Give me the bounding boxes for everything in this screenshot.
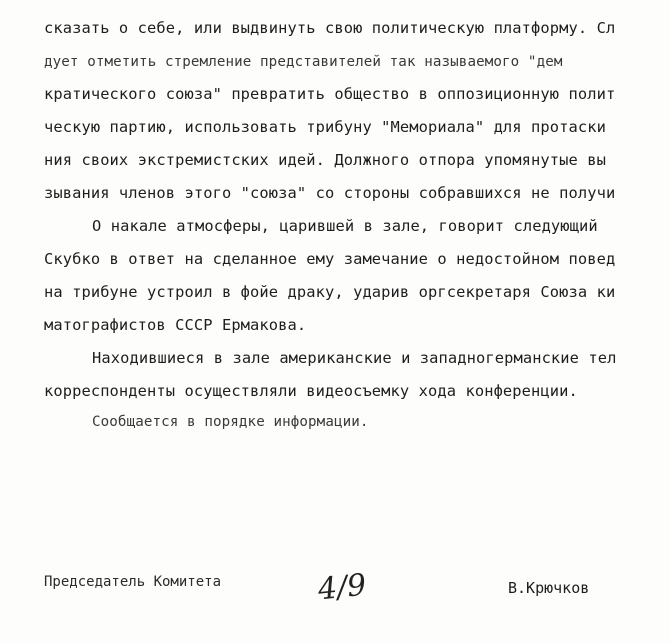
body-line-3: кратического союза" превратить общество в оппозиционную полит — [44, 85, 616, 103]
handwritten-mark: 4/9 — [316, 567, 368, 608]
signer-name: В.Крючков — [508, 579, 590, 597]
signature-title: Председатель Комитета — [44, 574, 222, 590]
body-line-2: дует отметить стремление представителей так называемого "дем — [44, 54, 563, 70]
body-line-12: корреспонденты осуществляли видеосъемку хода конференции. — [44, 382, 578, 400]
body-line-9: на трибуне устроил в фойе драку, ударив оргсекретаря Союза ки — [44, 283, 616, 301]
body-line-1: сказать о себе, или выдвинуть свою политическую платформу. Сл — [44, 19, 616, 37]
body-line-13: Сообщается в порядке информации. — [92, 414, 369, 430]
body-line-4: ческую партию, использовать трибуну "Мемориала" для протаски — [44, 118, 606, 136]
body-line-5: ния своих экстремистских идей. Должного отпора упомянутые вы — [44, 151, 606, 169]
body-line-11: Находившиеся в зале американские и западногерманские тел — [92, 349, 617, 367]
body-line-10: матографистов СССР Ермакова. — [44, 316, 307, 334]
body-line-8: Скубко в ответ на сделанное ему замечание о недостойном повед — [44, 250, 616, 268]
body-line-6: зывания членов этого "союза" со стороны собравшихся не получи — [44, 184, 616, 202]
body-line-7: О накале атмосферы, царившей в зале, говорит следующий — [92, 217, 598, 235]
